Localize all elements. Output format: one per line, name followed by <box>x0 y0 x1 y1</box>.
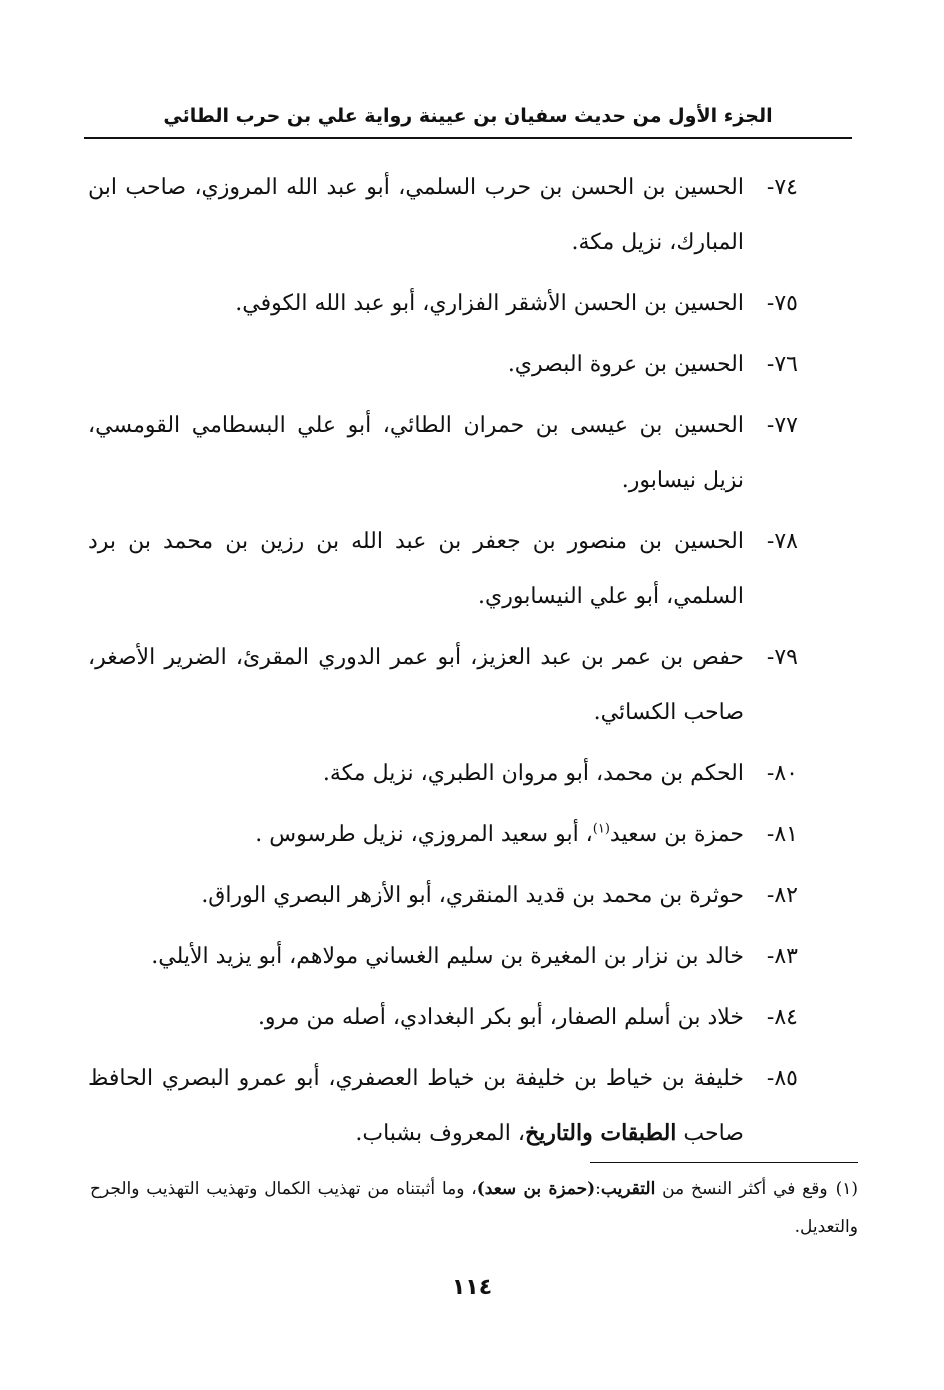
header-rule <box>84 137 852 139</box>
entry-text: الحكم بن محمد، أبو مروان الطبري، نزيل مكة. <box>322 761 744 786</box>
list-item <box>88 990 798 1045</box>
list-item <box>88 160 798 270</box>
entry-text: الحسين بن الحسن الأشقر الفزاري، أبو عبد الله الكوفي. <box>235 291 744 316</box>
footnote-text-part: وقع في أكثر النسخ من <box>655 1179 828 1199</box>
list-item <box>88 746 798 801</box>
entry-number: ٧٤- <box>766 175 798 200</box>
list-item <box>88 276 798 331</box>
list-item <box>88 868 798 923</box>
entry-text: خالد بن نزار بن المغيرة بن سليم الغساني مولاهم، أبو يزيد الأيلي. <box>151 944 744 969</box>
footnote-rule <box>590 1162 858 1163</box>
list-item <box>88 398 798 508</box>
entry-number: ٨٢- <box>766 883 798 908</box>
footnote-bold-text: التقريب <box>600 1179 656 1199</box>
entry-text-part: ، أبو سعيد المروزي، نزيل طرسوس . <box>255 822 593 847</box>
list-item <box>88 1051 798 1161</box>
entry-text: الحسين بن عيسى بن حمران الطائي، أبو علي البسطامي القومسي، نزيل نيسابور. <box>88 413 744 493</box>
entry-list <box>88 160 798 1167</box>
entry-number: ٨٤- <box>766 1005 798 1030</box>
footnote-mark: (١) <box>835 1179 858 1199</box>
entry-text: حوثرة بن محمد بن قديد المنقري، أبو الأزهر البصري الوراق. <box>201 883 744 908</box>
list-item <box>88 514 798 624</box>
entry-text: الحسين بن منصور بن جعفر بن عبد الله بن رزين بن محمد بن برد السلمي، أبو علي النيسابوري. <box>88 529 744 609</box>
entry-number: ٧٨- <box>766 529 798 554</box>
footnote-text-part: : <box>595 1179 601 1199</box>
entry-text: الحسين بن عروة البصري. <box>507 352 744 377</box>
footnote-bold-text: (حمزة بن سعد) <box>476 1179 596 1199</box>
footnote-text-part: ، وما أثبتناه من تهذيب الكمال وتهذيب التهذيب والجرح والتعديل. <box>90 1179 858 1237</box>
entry-number: ٨٥- <box>766 1066 798 1091</box>
running-head: الجزء الأول من حديث سفيان بن عيينة رواية علي بن حرب الطائي <box>163 105 773 127</box>
page-number: ١١٤ <box>451 1275 493 1300</box>
entry-text: خلاد بن أسلم الصفار، أبو بكر البغدادي، أصله من مرو. <box>257 1005 744 1030</box>
list-item <box>88 630 798 740</box>
entry-number: ٨٠- <box>766 761 798 786</box>
entry-number: ٨١- <box>766 822 798 847</box>
entry-number: ٧٩- <box>766 645 798 670</box>
footnote <box>90 1170 858 1246</box>
entry-number: ٧٦- <box>766 352 798 377</box>
book-title: الطبقات والتاريخ <box>524 1120 677 1146</box>
entry-text: الحسين بن الحسن بن حرب السلمي، أبو عبد الله المروزي، صاحب ابن المبارك، نزيل مكة. <box>88 175 744 255</box>
entry-number: ٧٥- <box>766 291 798 316</box>
entry-text-part: ، المعروف بشباب. <box>355 1121 525 1146</box>
list-item <box>88 929 798 984</box>
list-item <box>88 807 798 862</box>
entry-text <box>88 807 794 862</box>
entry-number: ٨٣- <box>766 944 798 969</box>
entry-text-part: حمزة بن سعيد <box>609 822 744 847</box>
entry-number: ٧٧- <box>766 413 798 438</box>
entry-text: حفص بن عمر بن عبد العزيز، أبو عمر الدوري المقرئ، الضرير الأصغر، صاحب الكسائي. <box>88 645 744 725</box>
footnote-reference[interactable]: (١) <box>592 821 610 837</box>
list-item <box>88 337 798 392</box>
entry-text <box>88 1051 794 1161</box>
entry-text-part: خليفة بن خياط بن خليفة بن خياط العصفري، أبو عمرو البصري الحافظ صاحب <box>88 1066 744 1146</box>
